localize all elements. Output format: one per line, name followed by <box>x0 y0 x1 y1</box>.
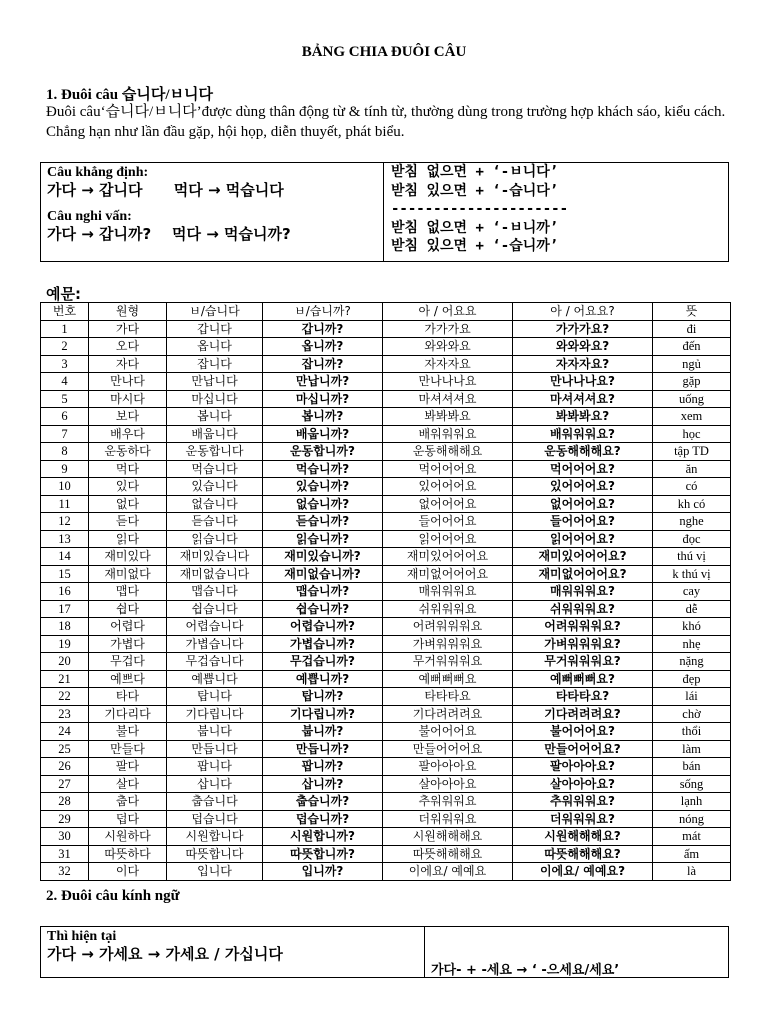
row-number-cell: 5 <box>41 390 89 408</box>
base-form-cell: 재미없다 <box>89 565 167 583</box>
table-row <box>41 670 731 688</box>
row-number-cell: 29 <box>41 810 89 828</box>
table-row <box>41 513 731 531</box>
rule-divider: --------------------- <box>391 201 569 217</box>
meaning-cell: là <box>653 863 731 881</box>
formal-question-cell: 봅니까? <box>263 408 383 426</box>
meaning-cell: lạnh <box>653 793 731 811</box>
polite-question-cell: 만들어어어요? <box>513 740 653 758</box>
meaning-cell: thú vị <box>653 548 731 566</box>
question-example: 가다 → 갑니까? 먹다 → 먹습니까? <box>47 225 291 243</box>
base-form-cell: 살다 <box>89 775 167 793</box>
meaning-cell: ăn <box>653 460 731 478</box>
formal-question-cell: 탑니까? <box>263 688 383 706</box>
polite-question-cell: 따뜻해해해요? <box>513 845 653 863</box>
base-form-cell: 덥다 <box>89 810 167 828</box>
base-form-cell: 자다 <box>89 355 167 373</box>
polite-statement-cell: 배워워워요 <box>383 425 513 443</box>
base-form-cell: 가다 <box>89 320 167 338</box>
row-number-cell: 25 <box>41 740 89 758</box>
base-form-cell: 무겁다 <box>89 653 167 671</box>
polite-question-cell: 봐봐봐요? <box>513 408 653 426</box>
formal-question-cell: 덥습니까? <box>263 810 383 828</box>
formal-question-cell: 입니까? <box>263 863 383 881</box>
formal-statement-cell: 입니다 <box>167 863 263 881</box>
table-row <box>41 478 731 496</box>
present-tense-example: 가다 → 가세요 → 가세요 / 가십니다 <box>47 945 283 963</box>
polite-question-cell: 배워워워요? <box>513 425 653 443</box>
affirmative-label: Câu khẳng định: <box>47 165 149 180</box>
polite-statement-cell: 살아아아요 <box>383 775 513 793</box>
polite-statement-cell: 읽어어어요 <box>383 530 513 548</box>
table-row <box>41 740 731 758</box>
table-row <box>41 723 731 741</box>
table-row <box>41 688 731 706</box>
table-body <box>41 320 731 880</box>
formal-question-cell: 마십니까? <box>263 390 383 408</box>
polite-statement-cell: 예뻐뻐뻐요 <box>383 670 513 688</box>
formal-statement-cell: 옵니다 <box>167 338 263 356</box>
column-header: 뜻 <box>653 303 731 321</box>
formal-statement-cell: 마십니다 <box>167 390 263 408</box>
polite-question-cell: 운동해해해요? <box>513 443 653 461</box>
polite-question-cell: 들어어어요? <box>513 513 653 531</box>
base-form-cell: 재미있다 <box>89 548 167 566</box>
polite-question-cell: 불어어어요? <box>513 723 653 741</box>
meaning-cell: sống <box>653 775 731 793</box>
formal-statement-cell: 잡니다 <box>167 355 263 373</box>
polite-statement-cell: 따뜻해해해요 <box>383 845 513 863</box>
table-row <box>41 828 731 846</box>
formal-statement-cell: 맵습니다 <box>167 583 263 601</box>
meaning-cell: dễ <box>653 600 731 618</box>
table-row <box>41 618 731 636</box>
row-number-cell: 15 <box>41 565 89 583</box>
base-form-cell: 있다 <box>89 478 167 496</box>
honorific-box-right <box>425 927 728 977</box>
base-form-cell: 기다리다 <box>89 705 167 723</box>
formal-statement-cell: 배웁니다 <box>167 425 263 443</box>
formal-question-cell: 옵니까? <box>263 338 383 356</box>
table-row <box>41 775 731 793</box>
polite-statement-cell: 재미있어어어요 <box>383 548 513 566</box>
polite-question-cell: 매워워워요? <box>513 583 653 601</box>
base-form-cell: 보다 <box>89 408 167 426</box>
table-row <box>41 845 731 863</box>
honorific-formula: 가다- + -세요 → ‘ -으세요/세요’ <box>431 963 620 978</box>
row-number-cell: 23 <box>41 705 89 723</box>
polite-question-cell: 먹어어어요? <box>513 460 653 478</box>
polite-statement-cell: 만들어어어요 <box>383 740 513 758</box>
row-number-cell: 14 <box>41 548 89 566</box>
meaning-cell: đi <box>653 320 731 338</box>
base-form-cell: 팔다 <box>89 758 167 776</box>
polite-statement-cell: 팔아아아요 <box>383 758 513 776</box>
formal-statement-cell: 없습니다 <box>167 495 263 513</box>
meaning-cell: đọc <box>653 530 731 548</box>
meaning-cell: mát <box>653 828 731 846</box>
base-form-cell: 배우다 <box>89 425 167 443</box>
question-label: Câu nghi vấn: <box>47 209 132 224</box>
meaning-cell: khó <box>653 618 731 636</box>
polite-question-cell: 마셔셔셔요? <box>513 390 653 408</box>
meaning-cell: có <box>653 478 731 496</box>
polite-statement-cell: 어려워워워요 <box>383 618 513 636</box>
row-number-cell: 7 <box>41 425 89 443</box>
table-row <box>41 530 731 548</box>
table-row <box>41 495 731 513</box>
formal-statement-cell: 쉽습니다 <box>167 600 263 618</box>
formal-question-cell: 만듭니까? <box>263 740 383 758</box>
formal-question-cell: 시원합니까? <box>263 828 383 846</box>
formal-statement-cell: 먹습니다 <box>167 460 263 478</box>
meaning-cell: đến <box>653 338 731 356</box>
row-number-cell: 32 <box>41 863 89 881</box>
column-header: 아 / 어요요? <box>513 303 653 321</box>
polite-question-cell: 무거워워워요? <box>513 653 653 671</box>
formal-statement-cell: 붑니다 <box>167 723 263 741</box>
base-form-cell: 이다 <box>89 863 167 881</box>
row-number-cell: 27 <box>41 775 89 793</box>
formal-question-cell: 없습니까? <box>263 495 383 513</box>
conjugation-table <box>40 302 731 881</box>
formal-question-cell: 읽습니까? <box>263 530 383 548</box>
formal-question-cell: 운동합니까? <box>263 443 383 461</box>
meaning-cell: ấm <box>653 845 731 863</box>
base-form-cell: 맵다 <box>89 583 167 601</box>
polite-question-cell: 더워워워요? <box>513 810 653 828</box>
row-number-cell: 3 <box>41 355 89 373</box>
rule-line: 받침 있으면 + ‘-습니까’ <box>391 238 559 254</box>
formal-statement-cell: 탑니다 <box>167 688 263 706</box>
formal-statement-cell: 갑니다 <box>167 320 263 338</box>
formal-question-cell: 갑니까? <box>263 320 383 338</box>
base-form-cell: 타다 <box>89 688 167 706</box>
polite-question-cell: 살아아아요? <box>513 775 653 793</box>
polite-statement-cell: 재미없어어어요 <box>383 565 513 583</box>
base-form-cell: 읽다 <box>89 530 167 548</box>
polite-question-cell: 어려워워워요? <box>513 618 653 636</box>
base-form-cell: 예쁘다 <box>89 670 167 688</box>
polite-question-cell: 재미있어어어요? <box>513 548 653 566</box>
row-number-cell: 31 <box>41 845 89 863</box>
rule-line: 받침 없으면 + ‘-ㅂ니다’ <box>391 164 559 180</box>
polite-question-cell: 기다려려려요? <box>513 705 653 723</box>
meaning-cell: uống <box>653 390 731 408</box>
honorific-box-left <box>41 927 425 977</box>
rules-box-rules <box>384 163 728 261</box>
table-row <box>41 443 731 461</box>
row-number-cell: 13 <box>41 530 89 548</box>
column-header: ㅂ/습니다 <box>167 303 263 321</box>
table-row <box>41 548 731 566</box>
polite-statement-cell: 타타타요 <box>383 688 513 706</box>
base-form-cell: 오다 <box>89 338 167 356</box>
polite-statement-cell: 시원해해해요 <box>383 828 513 846</box>
page-title: BẢNG CHIA ĐUÔI CÂU <box>301 44 467 60</box>
section1-heading: 1. Đuôi câu 습니다/ㅂ니다 <box>46 87 213 103</box>
polite-question-cell: 읽어어어요? <box>513 530 653 548</box>
table-row <box>41 810 731 828</box>
base-form-cell: 춥다 <box>89 793 167 811</box>
meaning-cell: kh có <box>653 495 731 513</box>
table-row <box>41 373 731 391</box>
table-row <box>41 390 731 408</box>
row-number-cell: 22 <box>41 688 89 706</box>
row-number-cell: 6 <box>41 408 89 426</box>
polite-question-cell: 예뻐뻐뻐요? <box>513 670 653 688</box>
meaning-cell: làm <box>653 740 731 758</box>
table-row <box>41 320 731 338</box>
base-form-cell: 따뜻하다 <box>89 845 167 863</box>
polite-statement-cell: 와와와요 <box>383 338 513 356</box>
base-form-cell: 먹다 <box>89 460 167 478</box>
polite-statement-cell: 추워워워요 <box>383 793 513 811</box>
meaning-cell: ngủ <box>653 355 731 373</box>
row-number-cell: 17 <box>41 600 89 618</box>
polite-statement-cell: 더워워워요 <box>383 810 513 828</box>
base-form-cell: 듣다 <box>89 513 167 531</box>
table-row <box>41 635 731 653</box>
row-number-cell: 30 <box>41 828 89 846</box>
formal-question-cell: 따뜻합니까? <box>263 845 383 863</box>
base-form-cell: 마시다 <box>89 390 167 408</box>
polite-question-cell: 만나나나요? <box>513 373 653 391</box>
polite-statement-cell: 들어어어요 <box>383 513 513 531</box>
table-row <box>41 338 731 356</box>
meaning-cell: bán <box>653 758 731 776</box>
formal-statement-cell: 춥습니다 <box>167 793 263 811</box>
formal-question-cell: 배웁니까? <box>263 425 383 443</box>
formal-question-cell: 맵습니까? <box>263 583 383 601</box>
row-number-cell: 16 <box>41 583 89 601</box>
formal-statement-cell: 만납니다 <box>167 373 263 391</box>
meaning-cell: xem <box>653 408 731 426</box>
polite-statement-cell: 마셔셔셔요 <box>383 390 513 408</box>
formal-question-cell: 춥습니까? <box>263 793 383 811</box>
formal-question-cell: 있습니까? <box>263 478 383 496</box>
table-row <box>41 355 731 373</box>
formal-statement-cell: 읽습니다 <box>167 530 263 548</box>
row-number-cell: 26 <box>41 758 89 776</box>
base-form-cell: 없다 <box>89 495 167 513</box>
row-number-cell: 12 <box>41 513 89 531</box>
table-row <box>41 653 731 671</box>
formal-question-cell: 쉽습니까? <box>263 600 383 618</box>
row-number-cell: 9 <box>41 460 89 478</box>
affirmative-example: 가다 → 갑니다 먹다 → 먹습니다 <box>47 181 284 199</box>
meaning-cell: nhẹ <box>653 635 731 653</box>
row-number-cell: 18 <box>41 618 89 636</box>
rules-box-examples <box>41 163 384 261</box>
formal-statement-cell: 시원합니다 <box>167 828 263 846</box>
polite-statement-cell: 쉬워워워요 <box>383 600 513 618</box>
base-form-cell: 만들다 <box>89 740 167 758</box>
formal-question-cell: 먹습니까? <box>263 460 383 478</box>
formal-question-cell: 무겁습니까? <box>263 653 383 671</box>
honorific-box <box>40 926 729 978</box>
formal-statement-cell: 가볍습니다 <box>167 635 263 653</box>
formal-question-cell: 재미있습니까? <box>263 548 383 566</box>
table-row <box>41 793 731 811</box>
row-number-cell: 4 <box>41 373 89 391</box>
table-row <box>41 863 731 881</box>
row-number-cell: 24 <box>41 723 89 741</box>
meaning-cell: nóng <box>653 810 731 828</box>
formal-statement-cell: 운동합니다 <box>167 443 263 461</box>
polite-statement-cell: 봐봐봐요 <box>383 408 513 426</box>
polite-question-cell: 이에요/ 예예요? <box>513 863 653 881</box>
table-header-row <box>41 303 731 321</box>
example-label: 예문: <box>46 285 81 303</box>
formal-question-cell: 팝니까? <box>263 758 383 776</box>
rules-box <box>40 162 729 262</box>
polite-statement-cell: 무거워워워요 <box>383 653 513 671</box>
base-form-cell: 쉽다 <box>89 600 167 618</box>
table-row <box>41 425 731 443</box>
section2-heading: 2. Đuôi câu kính ngữ <box>46 888 180 904</box>
column-header: 아 / 어요요 <box>383 303 513 321</box>
formal-statement-cell: 봅니다 <box>167 408 263 426</box>
meaning-cell: chờ <box>653 705 731 723</box>
polite-question-cell: 와와와요? <box>513 338 653 356</box>
rule-line: 받침 없으면 + ‘-ㅂ니까’ <box>391 219 559 236</box>
formal-statement-cell: 덥습니다 <box>167 810 263 828</box>
table-row <box>41 565 731 583</box>
column-header: ㅂ/습니까? <box>263 303 383 321</box>
polite-question-cell: 있어어어요? <box>513 478 653 496</box>
table-row <box>41 705 731 723</box>
polite-statement-cell: 기다려려려요 <box>383 705 513 723</box>
meaning-cell: đẹp <box>653 670 731 688</box>
present-tense-label: Thì hiện tại <box>47 929 117 944</box>
table-row <box>41 600 731 618</box>
polite-statement-cell: 있어어어요 <box>383 478 513 496</box>
base-form-cell: 가볍다 <box>89 635 167 653</box>
formal-statement-cell: 재미없습니다 <box>167 565 263 583</box>
polite-statement-cell: 없어어어요 <box>383 495 513 513</box>
polite-statement-cell: 매워워워요 <box>383 583 513 601</box>
polite-statement-cell: 불어어어요 <box>383 723 513 741</box>
formal-statement-cell: 따뜻합니다 <box>167 845 263 863</box>
polite-question-cell: 추워워워요? <box>513 793 653 811</box>
base-form-cell: 운동하다 <box>89 443 167 461</box>
meaning-cell: cay <box>653 583 731 601</box>
meaning-cell: gặp <box>653 373 731 391</box>
formal-statement-cell: 팝니다 <box>167 758 263 776</box>
polite-statement-cell: 자자자요 <box>383 355 513 373</box>
polite-statement-cell: 가가가요 <box>383 320 513 338</box>
polite-question-cell: 시원해해해요? <box>513 828 653 846</box>
formal-statement-cell: 예쁩니다 <box>167 670 263 688</box>
formal-statement-cell: 기다립니다 <box>167 705 263 723</box>
row-number-cell: 28 <box>41 793 89 811</box>
polite-question-cell: 없어어어요? <box>513 495 653 513</box>
polite-statement-cell: 이에요/ 예예요 <box>383 863 513 881</box>
base-form-cell: 불다 <box>89 723 167 741</box>
formal-question-cell: 예쁩니까? <box>263 670 383 688</box>
formal-question-cell: 삽니까? <box>263 775 383 793</box>
formal-question-cell: 재미없습니까? <box>263 565 383 583</box>
row-number-cell: 1 <box>41 320 89 338</box>
formal-statement-cell: 듣습니다 <box>167 513 263 531</box>
table-row <box>41 583 731 601</box>
meaning-cell: nặng <box>653 653 731 671</box>
column-header: 원형 <box>89 303 167 321</box>
rule-line: 받침 있으면 + ‘-습니다’ <box>391 182 559 199</box>
formal-question-cell: 잡니까? <box>263 355 383 373</box>
formal-statement-cell: 만듭니다 <box>167 740 263 758</box>
meaning-cell: học <box>653 425 731 443</box>
base-form-cell: 만나다 <box>89 373 167 391</box>
polite-question-cell: 가가가요? <box>513 320 653 338</box>
meaning-cell: nghe <box>653 513 731 531</box>
section1-paragraph: Đuôi câu‘습니다/ㅂ니다’được dùng thân động từ & tính từ, thường dùng trong trường hợp khách sáo, kiểu cách. Chẳng hạn như lần đầu gặp, hội họp, diễn thuyết, phát biểu. <box>46 104 726 140</box>
formal-statement-cell: 있습니다 <box>167 478 263 496</box>
meaning-cell: lái <box>653 688 731 706</box>
polite-question-cell: 팔아아아요? <box>513 758 653 776</box>
table-row <box>41 408 731 426</box>
formal-question-cell: 듣습니까? <box>263 513 383 531</box>
meaning-cell: thổi <box>653 723 731 741</box>
column-header: 번호 <box>41 303 89 321</box>
formal-question-cell: 어렵습니까? <box>263 618 383 636</box>
base-form-cell: 어렵다 <box>89 618 167 636</box>
polite-question-cell: 타타타요? <box>513 688 653 706</box>
polite-question-cell: 가벼워워워요? <box>513 635 653 653</box>
row-number-cell: 20 <box>41 653 89 671</box>
polite-statement-cell: 가벼워워워요 <box>383 635 513 653</box>
meaning-cell: k thú vị <box>653 565 731 583</box>
polite-statement-cell: 만나나나요 <box>383 373 513 391</box>
row-number-cell: 11 <box>41 495 89 513</box>
polite-statement-cell: 운동해해해요 <box>383 443 513 461</box>
row-number-cell: 10 <box>41 478 89 496</box>
polite-question-cell: 재미없어어어요? <box>513 565 653 583</box>
base-form-cell: 시원하다 <box>89 828 167 846</box>
formal-question-cell: 붑니까? <box>263 723 383 741</box>
formal-statement-cell: 삽니다 <box>167 775 263 793</box>
polite-statement-cell: 먹어어어요 <box>383 460 513 478</box>
formal-question-cell: 기다립니까? <box>263 705 383 723</box>
formal-statement-cell: 무겁습니다 <box>167 653 263 671</box>
row-number-cell: 21 <box>41 670 89 688</box>
table-row <box>41 460 731 478</box>
polite-question-cell: 자자자요? <box>513 355 653 373</box>
row-number-cell: 8 <box>41 443 89 461</box>
formal-statement-cell: 어렵습니다 <box>167 618 263 636</box>
polite-question-cell: 쉬워워워요? <box>513 600 653 618</box>
formal-question-cell: 가볍습니까? <box>263 635 383 653</box>
formal-statement-cell: 재미있습니다 <box>167 548 263 566</box>
formal-question-cell: 만납니까? <box>263 373 383 391</box>
row-number-cell: 19 <box>41 635 89 653</box>
row-number-cell: 2 <box>41 338 89 356</box>
table-row <box>41 758 731 776</box>
meaning-cell: tập TD <box>653 443 731 461</box>
